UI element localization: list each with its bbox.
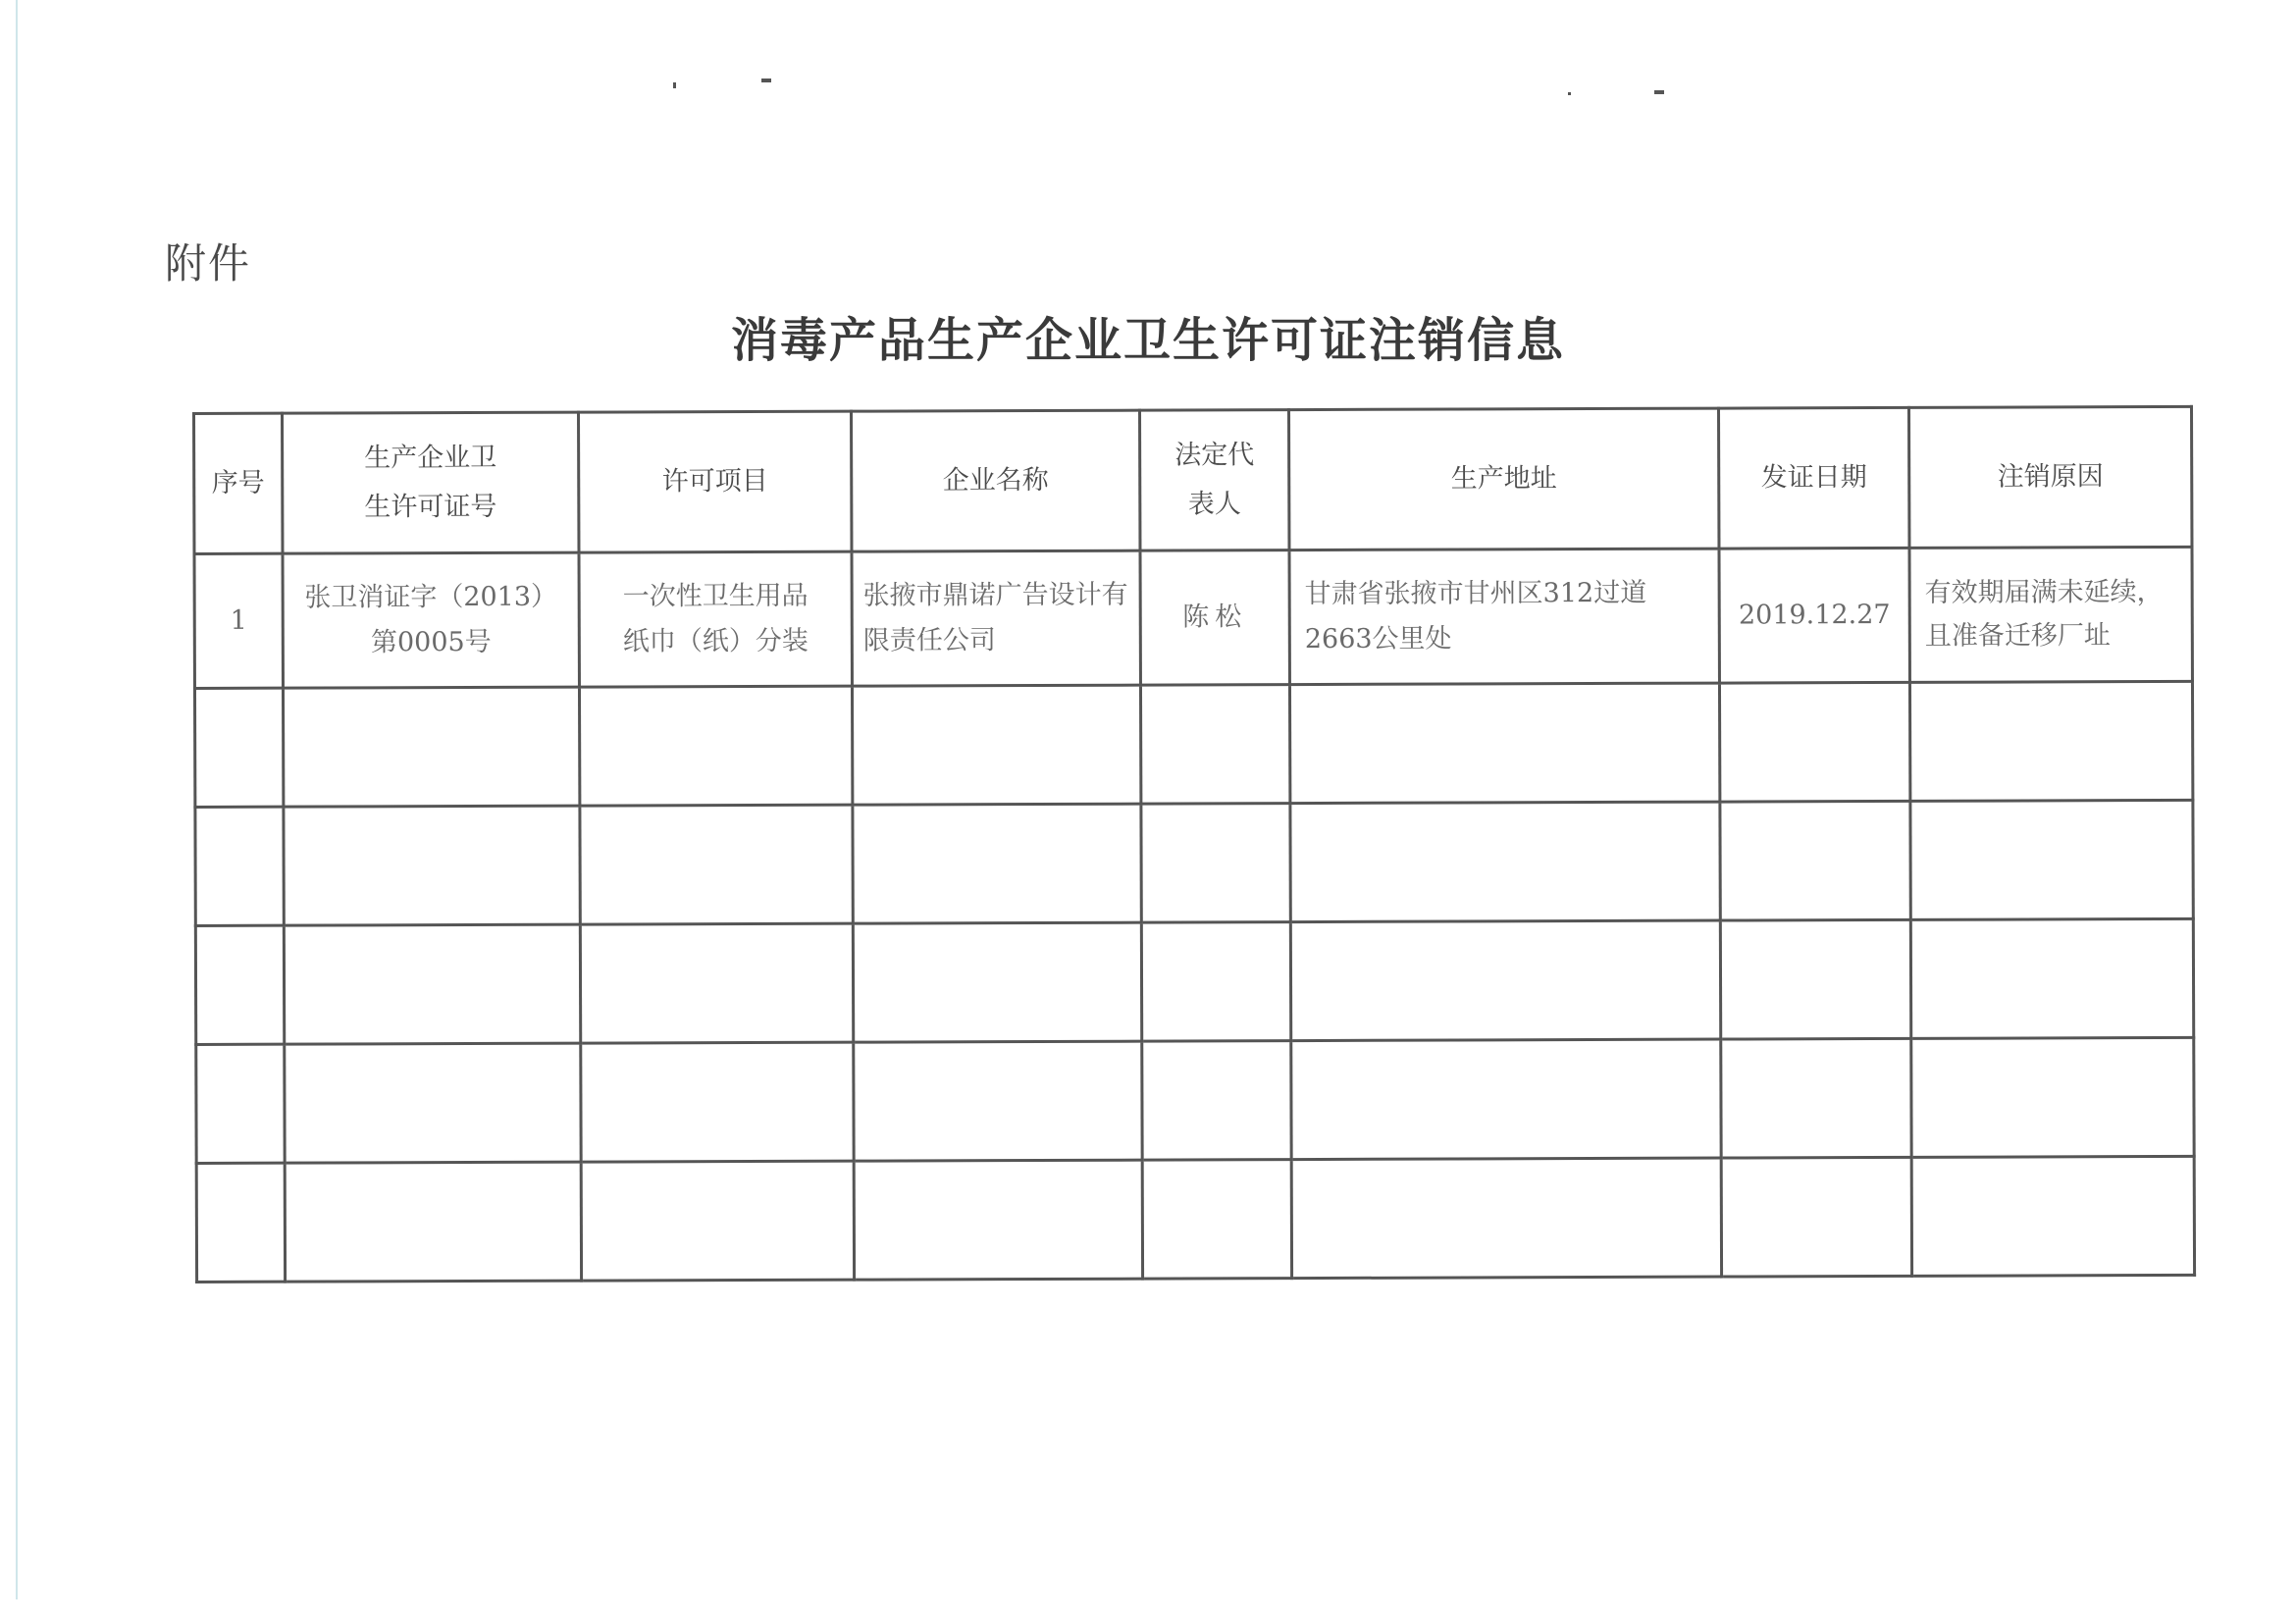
cell-index: 1 <box>194 553 283 688</box>
empty-cell <box>285 1043 581 1163</box>
column-header: 发证日期 <box>1718 407 1908 549</box>
empty-cell <box>284 924 580 1044</box>
empty-cell <box>1720 801 1910 920</box>
empty-cell <box>1141 922 1290 1042</box>
empty-cell <box>854 1041 1142 1161</box>
table-row-empty <box>195 800 2193 925</box>
document-title: 消毒产品生产企业卫生许可证注销信息 <box>730 313 1565 368</box>
table-row <box>194 547 2192 688</box>
empty-cell <box>1719 682 1909 802</box>
scan-edge <box>16 0 18 1599</box>
empty-cell <box>1291 1039 1721 1160</box>
empty-cell <box>1290 802 1720 922</box>
scan-speck <box>1654 90 1664 94</box>
empty-cell <box>195 925 284 1044</box>
empty-cell <box>283 687 579 807</box>
empty-cell <box>854 1160 1142 1280</box>
empty-cell <box>195 807 284 925</box>
empty-cell <box>285 1162 581 1282</box>
column-header: 序号 <box>194 413 283 553</box>
empty-cell <box>853 804 1141 923</box>
attachment-label: 附件 <box>165 239 252 288</box>
table-header-row <box>194 406 2192 553</box>
empty-cell <box>1721 1157 1911 1277</box>
column-header: 许可项目 <box>579 411 852 552</box>
table-row-empty <box>195 918 2193 1044</box>
empty-cell <box>853 922 1141 1042</box>
cell-permit-item: 一次性卫生用品纸巾（纸）分装 <box>579 551 852 687</box>
empty-cell <box>1911 1037 2194 1157</box>
cell-company-name: 张掖市鼎诺广告设计有限责任公司 <box>852 550 1140 686</box>
cell-address: 甘肃省张掖市甘州区312过道2663公里处 <box>1289 549 1719 685</box>
empty-cell <box>1289 683 1719 804</box>
empty-cell <box>1720 919 1910 1039</box>
cell-legal-rep: 陈松 <box>1140 550 1289 686</box>
empty-cell <box>1721 1038 1911 1158</box>
scan-speck <box>1568 92 1571 95</box>
empty-cell <box>1291 1158 1721 1279</box>
empty-cell <box>1140 685 1289 805</box>
column-header: 企业名称 <box>852 410 1140 551</box>
cell-issue-date: 2019.12.27 <box>1719 548 1909 683</box>
empty-cell <box>1142 1041 1291 1161</box>
table-row-empty <box>196 1037 2194 1163</box>
table-row-empty <box>194 681 2192 807</box>
empty-cell <box>580 805 853 924</box>
table-row-empty <box>196 1156 2194 1282</box>
empty-cell <box>1910 918 2193 1038</box>
cell-license-no: 张卫消证字（2013）第0005号 <box>283 552 579 688</box>
empty-cell <box>580 923 853 1043</box>
empty-cell <box>1141 804 1290 923</box>
empty-cell <box>579 686 852 806</box>
empty-cell <box>1910 800 2193 919</box>
empty-cell <box>196 1044 285 1163</box>
empty-cell <box>1909 681 2192 801</box>
column-header: 注销原因 <box>1908 406 2191 548</box>
empty-cell <box>1290 920 1720 1041</box>
column-header: 法定代表人 <box>1139 410 1288 551</box>
empty-cell <box>196 1163 285 1282</box>
scan-speck <box>673 82 676 88</box>
license-cancellation-table <box>192 405 2196 1283</box>
empty-cell <box>194 688 283 807</box>
scan-speck <box>761 79 771 82</box>
column-header: 生产地址 <box>1288 408 1718 550</box>
empty-cell <box>1911 1156 2194 1276</box>
empty-cell <box>581 1161 854 1281</box>
empty-cell <box>284 806 580 925</box>
empty-cell <box>852 685 1140 805</box>
cell-cancel-reason: 有效期届满未延续，且准备迁移厂址 <box>1909 547 2192 682</box>
empty-cell <box>1142 1160 1291 1280</box>
empty-cell <box>581 1042 854 1162</box>
column-header: 生产企业卫生许可证号 <box>283 412 579 553</box>
